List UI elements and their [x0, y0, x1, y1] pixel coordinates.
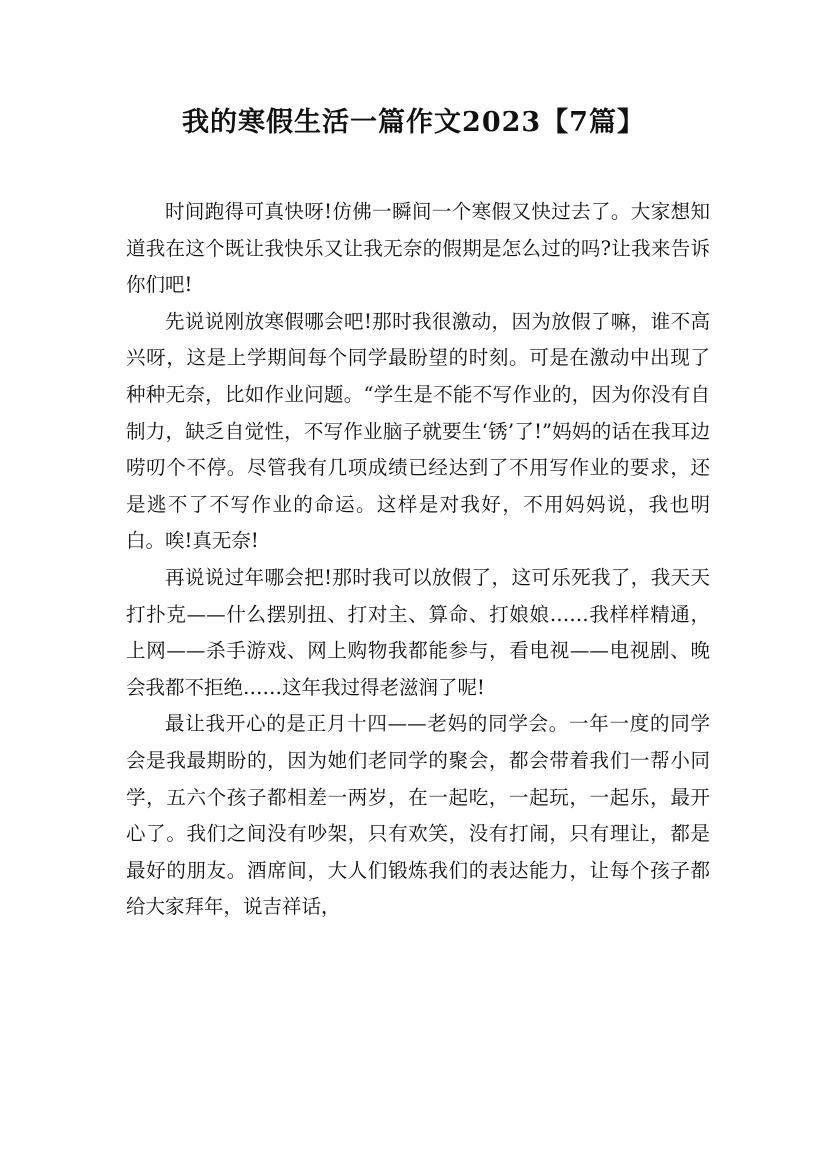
- paragraph-1: 时间跑得可真快呀!仿佛一瞬间一个寒假又快过去了。大家想知道我在这个既让我快乐又让我无奈的假期是怎么过的吗?让我来告诉你们吧!: [126, 200, 710, 297]
- paragraph-2: 先说说刚放寒假哪会吧!那时我很激动，因为放假了嘛，谁不高兴呀，这是上学期间每个同学最盼望的时刻。可是在激动中出现了种种无奈，比如作业问题。“学生是不能不写作业的，因为你没有自制力，缺乏自觉性，不写作业脑子就要生‘锈’了!”妈妈的话在我耳边唠叨个不停。尽管我有几项成绩已经达到了不用写作业的要求，还是逃不了不写作业的命运。这样是对我好，不用妈妈说，我也明白。唉!真无奈!: [126, 309, 710, 553]
- document-title: 我的寒假生活一篇作文2023【7篇】: [182, 107, 645, 138]
- paragraph-3: 再说说过年哪会把!那时我可以放假了，这可乐死我了，我天天打扑克——什么摆别扭、打对主、算命、打娘娘……我样样精通，上网——杀手游戏、网上购物我都能参与，看电视——电视剧、晚会我都不拒绝……这年我过得老滋润了呢!: [126, 565, 710, 699]
- document-body: [126, 194, 710, 926]
- paragraph-4: 最让我开心的是正月十四——老妈的同学会。一年一度的同学会是我最期盼的，因为她们老同学的聚会，都会带着我们一帮小同学，五六个孩子都相差一两岁，在一起吃，一起玩，一起乐，最开心了。我们之间没有吵架，只有欢笑，没有打闹，只有理让，都是最好的朋友。酒席间，大人们锻炼我们的表达能力，让每个孩子都给大家拜年，说吉祥话，: [126, 712, 710, 919]
